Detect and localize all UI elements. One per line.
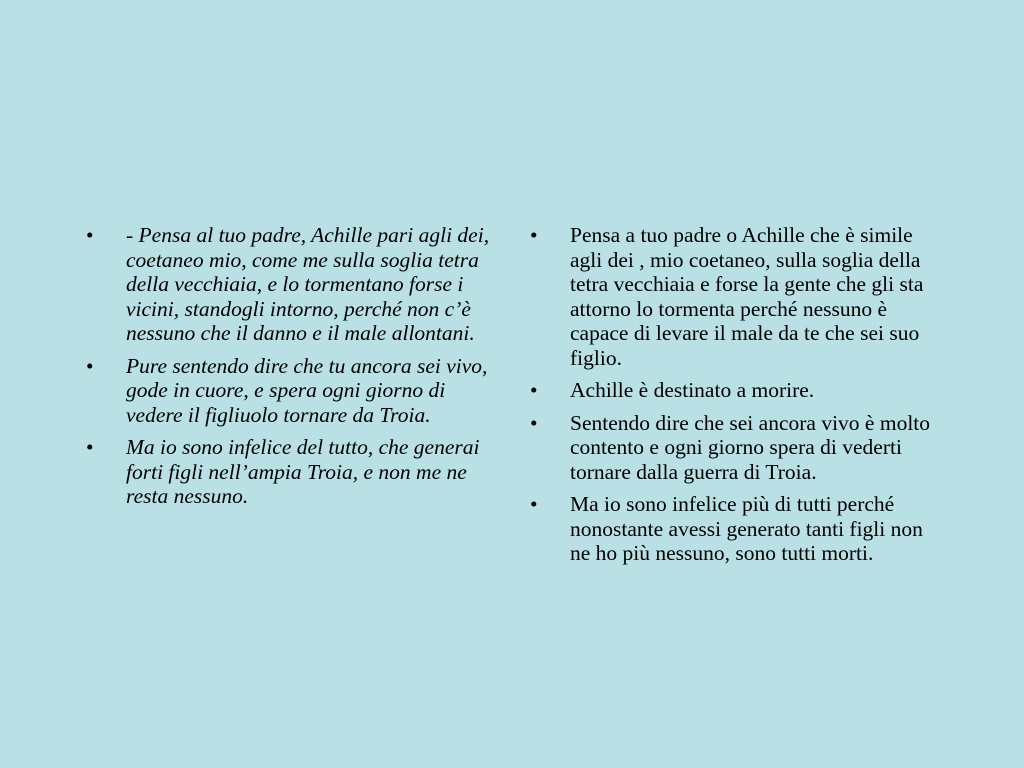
bullet-prefix: - [126,223,139,247]
bullet-icon: • [530,223,538,247]
list-item [530,411,942,485]
bullet-text [126,435,494,509]
paraphrase-text: Pensa a tuo padre o Achille che è simile agli dei , mio coetaneo, sulla soglia della tetra vecchiaia e forse la gente che gli sta attorno lo tormenta perché nessuno è capace di levare il male da te che sei suo figlio. [570,223,924,370]
bullet-icon: • [530,492,538,516]
original-text-column [86,223,494,517]
paraphrase-column [530,223,942,574]
bullet-icon: • [530,410,538,435]
bullet-icon: • [86,223,94,247]
list-item [530,378,942,403]
quote-text: Pensa al tuo padre, Achille pari agli dei, coetaneo mio, come me sulla soglia tetra della vecchiaia, e lo tormentano forse i vicini, standogli intorno, perché non c’è nessuno che il danno e il male allontani. [126,223,490,345]
quote-text: Ma io sono infelice del tutto, che generai forti figli nell’ampia Troia, e non me ne resta nessuno. [126,435,480,508]
paraphrase-text: Achille è destinato a morire. [570,378,815,402]
paraphrase-text: Sentendo dire che sei ancora vivo è molto contento e ogni giorno spera di vederti tornare dalla guerra di Troia. [570,410,931,484]
bullet-text [126,354,494,428]
paraphrase-text: Ma io sono infelice più di tutti perché nonostante avessi generato tanti figli non ne ho più nessuno, sono tutti morti. [570,492,923,565]
list-item [530,223,942,370]
list-item [86,435,494,509]
bullet-icon: • [86,353,94,378]
list-item [86,354,494,428]
bullet-icon: • [86,435,94,459]
bullet-icon: • [530,378,538,402]
list-item [530,492,942,566]
bullet-text [126,223,494,346]
list-item [86,223,494,346]
quote-text: Pure sentendo dire che tu ancora sei vivo, gode in cuore, e spera ogni giorno di vedere il figliuolo tornare da Troia. [126,353,488,427]
